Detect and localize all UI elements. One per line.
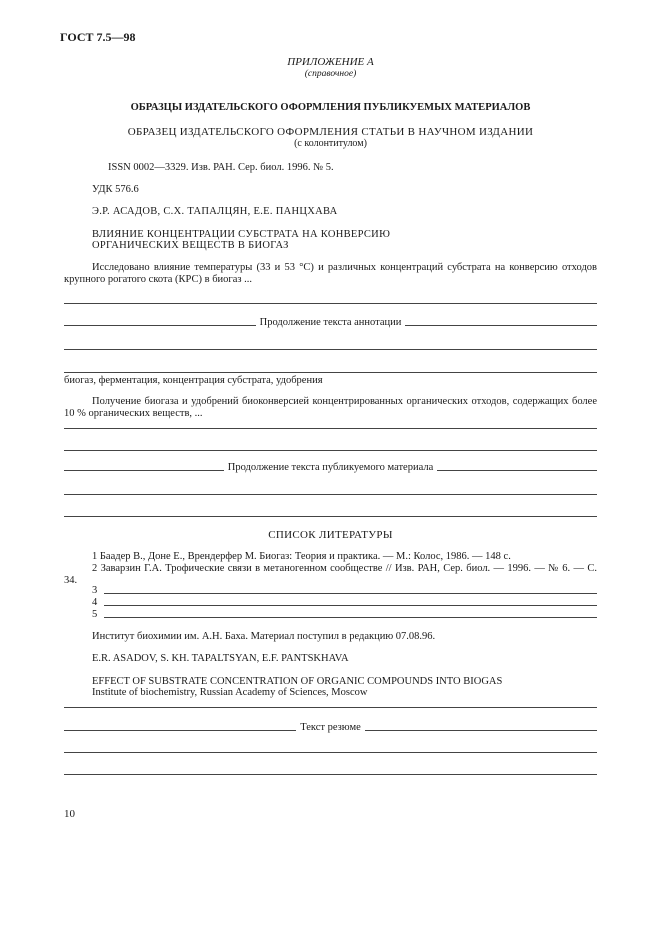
reference-placeholder-4 (92, 597, 597, 609)
document-header: ГОСТ 7.5—98 (60, 30, 136, 44)
reference-placeholder-3 (92, 585, 597, 597)
appendix-subtitle: (справочное) (304, 69, 357, 79)
reference-number: 3 (92, 585, 98, 596)
article-title-ru-line1: ВЛИЯНИЕ КОНЦЕНТРАЦИИ СУБСТРАТА НА КОНВЕРСИЮ (92, 229, 391, 240)
reference-placeholder-5 (92, 609, 597, 621)
abstract-continuation-line (64, 317, 597, 329)
article-title-ru-line2: ОРГАНИЧЕСКИХ ВЕЩЕСТВ В БИОГАЗ (92, 240, 289, 251)
main-title: ОБРАЗЦЫ ИЗДАТЕЛЬСКОГО ОФОРМЛЕНИЯ ПУБЛИКУЕМЫХ МАТЕРИАЛОВ (130, 102, 531, 113)
abstract-text: Исследовано влияние температуры (33 и 53 °С) и различных концентраций субстрата на конверсию отходов крупного рогатого скота (КРС) в биогаз ... (64, 262, 597, 285)
sample-title: ОБРАЗЕЦ ИЗДАТЕЛЬСКОГО ОФОРМЛЕНИЯ СТАТЬИ В НАУЧНОМ ИЗДАНИИ (127, 126, 534, 138)
blank-line (64, 303, 597, 304)
body-continuation-line (64, 462, 597, 474)
blank-line (64, 349, 597, 350)
reference-number: 4 (92, 597, 98, 608)
keywords: биогаз, ферментация, концентрация субстрата, удобрения (64, 375, 323, 386)
blank-line (64, 774, 597, 775)
blank-line (64, 372, 597, 373)
reference-number: 5 (92, 609, 98, 620)
summary-line (64, 722, 597, 734)
article-title-en: EFFECT OF SUBSTRATE CONCENTRATION OF ORGANIC COMPOUNDS INTO BIOGAS (92, 676, 503, 687)
blank-line (64, 707, 597, 708)
summary-label: Текст резюме (300, 722, 361, 733)
page-number: 10 (64, 808, 75, 820)
issn-line: ISSN 0002—3329. Изв. РАН. Сер. биол. 1996. № 5. (108, 162, 334, 173)
abstract-continuation-label: Продолжение текста аннотации (259, 317, 402, 328)
blank-line (64, 428, 597, 429)
body-continuation-label: Продолжение текста публикуемого материала (227, 462, 434, 473)
references-title: СПИСОК ЛИТЕРАТУРЫ (268, 529, 393, 541)
appendix-title: ПРИЛОЖЕНИЕ А (287, 56, 374, 68)
body-text: Получение биогаза и удобрений биоконверсией концентрированных органических отходов, содержащих более 10 % органических веществ, ... (64, 396, 597, 419)
udk-line: УДК 576.6 (92, 184, 139, 195)
reference-item-1: 1 Баадер В., Доне Е., Врендерфер М. Биогаз: Теория и практика. — М.: Колос, 1986. — 148 с. (92, 551, 511, 562)
sample-note: (с колонтитулом) (294, 138, 367, 149)
blank-line (64, 752, 597, 753)
authors-ru: Э.Р. АСАДОВ, С.Х. ТАПАЛЦЯН, Е.Е. ПАНЦХАВА (92, 206, 338, 217)
affiliation-en: Institute of biochemistry, Russian Academy of Sciences, Moscow (92, 687, 368, 698)
blank-line (64, 516, 597, 517)
authors-en: E.R. ASADOV, S. KH. TAPALTSYAN, E.F. PANTSKHAVA (92, 653, 349, 664)
reference-item-2: 2 Заварзин Г.А. Трофические связи в метаногенном сообществе // Изв. РАН, Сер. биол. — 1996. — № 6. — С. 34. (64, 563, 597, 586)
blank-line (64, 494, 597, 495)
blank-line (64, 450, 597, 451)
institute-note: Институт биохимии им. А.Н. Баха. Материал поступил в редакцию 07.08.96. (92, 631, 436, 642)
